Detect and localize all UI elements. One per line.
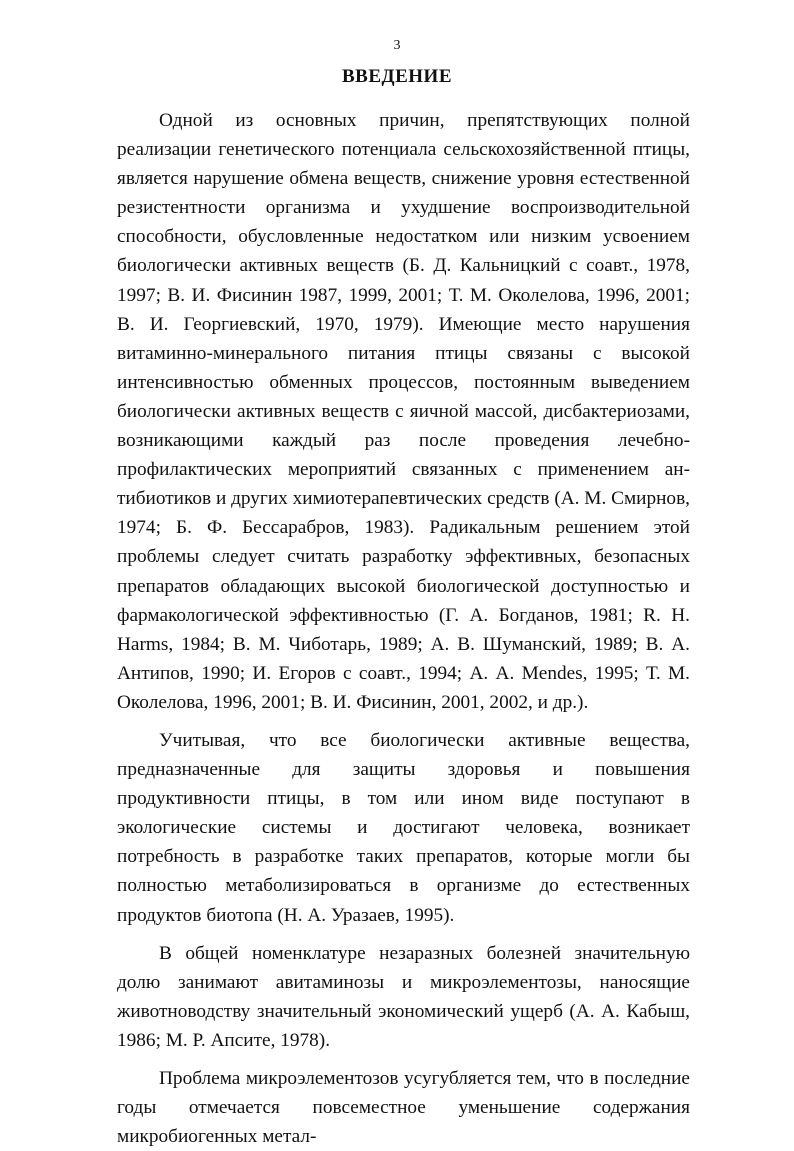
- section-heading: ВВЕДЕНИЕ: [342, 66, 452, 87]
- paragraph-4: Проблема микроэлементозов усугубляется тем, что в последние годы отмечается повсеместное уменьшение содержания микробиогенных метал-: [117, 1068, 690, 1148]
- paragraph-3: В общей номенклатуре незаразных болезней значительную долю занимают авитаминозы и микроэлементозы, наносящие животноводству значительный экономический ущерб (А. А. Кабыш, 1986; М. Р. Апсите, 1978).: [117, 942, 690, 1051]
- paragraph-1: Одной из основных причин, препятствующих полной реализации генетического потенциала сельскохозяйственной птицы, является нарушение обмена веществ, снижение уровня естественной резистентности организма и ухудшение воспроизводительной способности, обусловленные недостатком или низким усвоением биологически активных веществ (Б. Д. Кальницкий с соавт., 1978, 1997; В. И. Фисинин 1987, 1999, 2001; Т. М. Околелова, 1996, 2001; В. И. Георгиевский, 1970, 1979). Имеющие место нарушения витаминно-минерального питания птицы связаны с высокой интенсивностью обменных процессов, постоянным выведением биологически активных веществ с яичной массой, дисбактериозами, возникающими каждый раз после проведения лечебно-профилактических мероприятий связанных с применением антибиотиков и других химиотерапевтических средств (А. М. Смирнов, 1974; Б. Ф. Бессарабров, 1983). Радикальным решением этой проблемы следует считать разработку эффективных, безопасных препаратов обладающих высокой биологической доступностью и фармакологической эффективностью (Г. А. Богданов, 1981; R. H. Harms, 1984; В. М. Чиботарь, 1989; А. В. Шуманский, 1989; В. А. Антипов, 1990; И. Егоров с соавт., 1994; А. A. Mendes, 1995; Т. М. Околелова, 1996, 2001; В. И. Фисинин, 2001, 2002, и др.).: [117, 110, 690, 713]
- paragraph-2: Учитывая, что все биологически активные вещества, предназначенные для защиты здоровья и повышения продуктивности птицы, в том или ином виде поступают в экологические системы и достигают человека, возникает потребность в разработке таких препаратов, которые могли бы полностью метаболизироваться в организме до естественных продуктов биотопа (Н. А. Уразаев, 1995).: [117, 729, 690, 926]
- body-text: [117, 106, 690, 1151]
- page-number: 3: [393, 38, 401, 53]
